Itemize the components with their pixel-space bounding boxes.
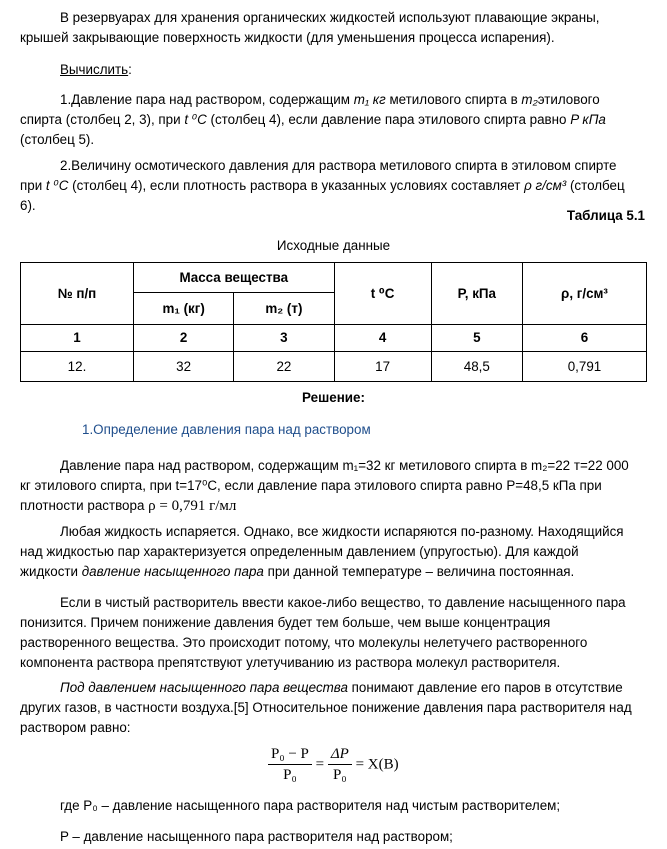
- definition-p0: где P₀ – давление насыщенного пара растворителя над чистым растворителем;: [60, 798, 561, 813]
- task-1-text: (столбец 5).: [20, 132, 95, 147]
- header-p: P, кПа: [431, 263, 522, 325]
- paragraph-text: при данной температуре – величина постоянная.: [263, 564, 575, 579]
- formula-fraction-1: [268, 744, 312, 785]
- formula-numerator: P₀ − P: [268, 744, 312, 765]
- formula: [268, 744, 399, 785]
- solution-paragraph-4: [20, 678, 637, 738]
- task-1-paragraph: [20, 90, 637, 150]
- paragraph-text: Давление пара над раствором, содержащим m₁=32 кг метилового спирта в m₂=22 т=22 000 кг этилового спирта, при t=17⁰С, если давление пара этилового спирта равно P=48,5 кПа при плотности раствора: [20, 458, 629, 513]
- task-1-text: 1.Давление пара над раствором, содержащим: [60, 92, 354, 107]
- table-cell: 17: [334, 352, 431, 382]
- calc-heading-colon: :: [128, 62, 132, 77]
- formula-denominator: P₀: [283, 767, 297, 783]
- formula-result: = X(B): [355, 756, 399, 773]
- table-cell: 32: [133, 352, 233, 382]
- intro-paragraph: В резервуарах для хранения органических жидкостей используют плавающие экраны, крышей закрывающие поверхность жидкости (для уменьшения процесса испарения).: [20, 10, 600, 45]
- header-m1: m₁ (кг): [133, 293, 233, 325]
- task-1-text: (столбец 4), если давление пара этилового спирта равно: [206, 112, 571, 127]
- task-2-text: 2.Величину осмотического давления для раствора метилового спирта в этиловом спирте при: [20, 158, 617, 193]
- column-number: 4: [334, 325, 431, 352]
- header-mass: Масса вещества: [133, 263, 334, 293]
- solution-paragraph-2: [20, 522, 637, 582]
- definition-p: P – давление насыщенного пара растворителя над раствором;: [60, 829, 453, 844]
- calc-heading: [60, 60, 637, 80]
- solution-paragraph-1: [20, 456, 637, 516]
- task-2-text: (столбец 6).: [20, 178, 625, 213]
- table-subtitle: Исходные данные: [276, 238, 391, 253]
- task-1-t: t ⁰C: [184, 112, 207, 127]
- task-2-t: t ⁰C: [45, 178, 69, 193]
- formula-numerator: ΔP: [328, 744, 352, 765]
- solution-title: Решение:: [302, 390, 365, 405]
- table-row: [21, 352, 647, 382]
- paragraph-text: понимают давление его паров в отсутствие других газов, в частности воздуха.[5] Относительное понижение давления пара растворителя над раствором равно:: [20, 680, 632, 735]
- header-t: t ⁰C: [334, 263, 431, 325]
- calc-heading-text: Вычислить: [60, 62, 129, 77]
- task-1-p: P кПа: [570, 112, 606, 127]
- header-rho: ρ, г/см³: [522, 263, 646, 325]
- column-number: 5: [431, 325, 522, 352]
- column-number: 1: [21, 325, 134, 352]
- task-1-m1: m₁ кг: [353, 92, 386, 107]
- task-1-text: этилового спирта (столбец 2, 3), при: [20, 92, 600, 127]
- rho-value: ρ = 0,791 г/мл: [148, 498, 237, 514]
- data-table: [20, 262, 647, 382]
- table-cell: 48,5: [431, 352, 522, 382]
- task-2-text: (столбец 4), если плотность раствора в указанных условиях составляет: [68, 178, 525, 193]
- header-m2: m₂ (т): [234, 293, 334, 325]
- table-caption: Таблица 5.1: [566, 208, 645, 223]
- column-number: 6: [522, 325, 646, 352]
- formula-fraction-2: [328, 744, 352, 785]
- column-number: 3: [234, 325, 334, 352]
- paragraph-text: Любая жидкость испаряется. Однако, все жидкости испаряются по-разному. Находящийся над жидкостью пар характеризуется определенным давлением (упругостью). Для каждой жидкости: [20, 524, 624, 579]
- section-1-title: 1.Определение давления пара над раствором: [82, 422, 371, 437]
- task-2-rho: ρ г/см³: [524, 178, 567, 193]
- table-cell: 0,791: [522, 352, 646, 382]
- formula-equals: =: [315, 756, 325, 773]
- task-2-paragraph: [20, 156, 637, 216]
- column-number: 2: [133, 325, 233, 352]
- emphasis-term: давление насыщенного пара: [81, 564, 264, 579]
- solution-paragraph-3: Если в чистый растворитель ввести какое-либо вещество, то давление насыщенного пара понизится. Причем понижение давления будет тем больше, чем выше концентрация растворенного вещества. Это происходит потому, что молекулы нелетучего растворенного компонента раствора препятствуют улетучиванию из раствора молекул растворителя.: [20, 595, 626, 670]
- table-cell: 22: [234, 352, 334, 382]
- emphasis-term: Под давлением насыщенного пара вещества: [60, 680, 348, 695]
- formula-denominator: P₀: [333, 767, 347, 783]
- table-cell: 12.: [21, 352, 134, 382]
- task-1-m2: m₂: [521, 92, 538, 107]
- header-num: № п/п: [21, 263, 134, 325]
- task-1-text: метилового спирта в: [385, 92, 522, 107]
